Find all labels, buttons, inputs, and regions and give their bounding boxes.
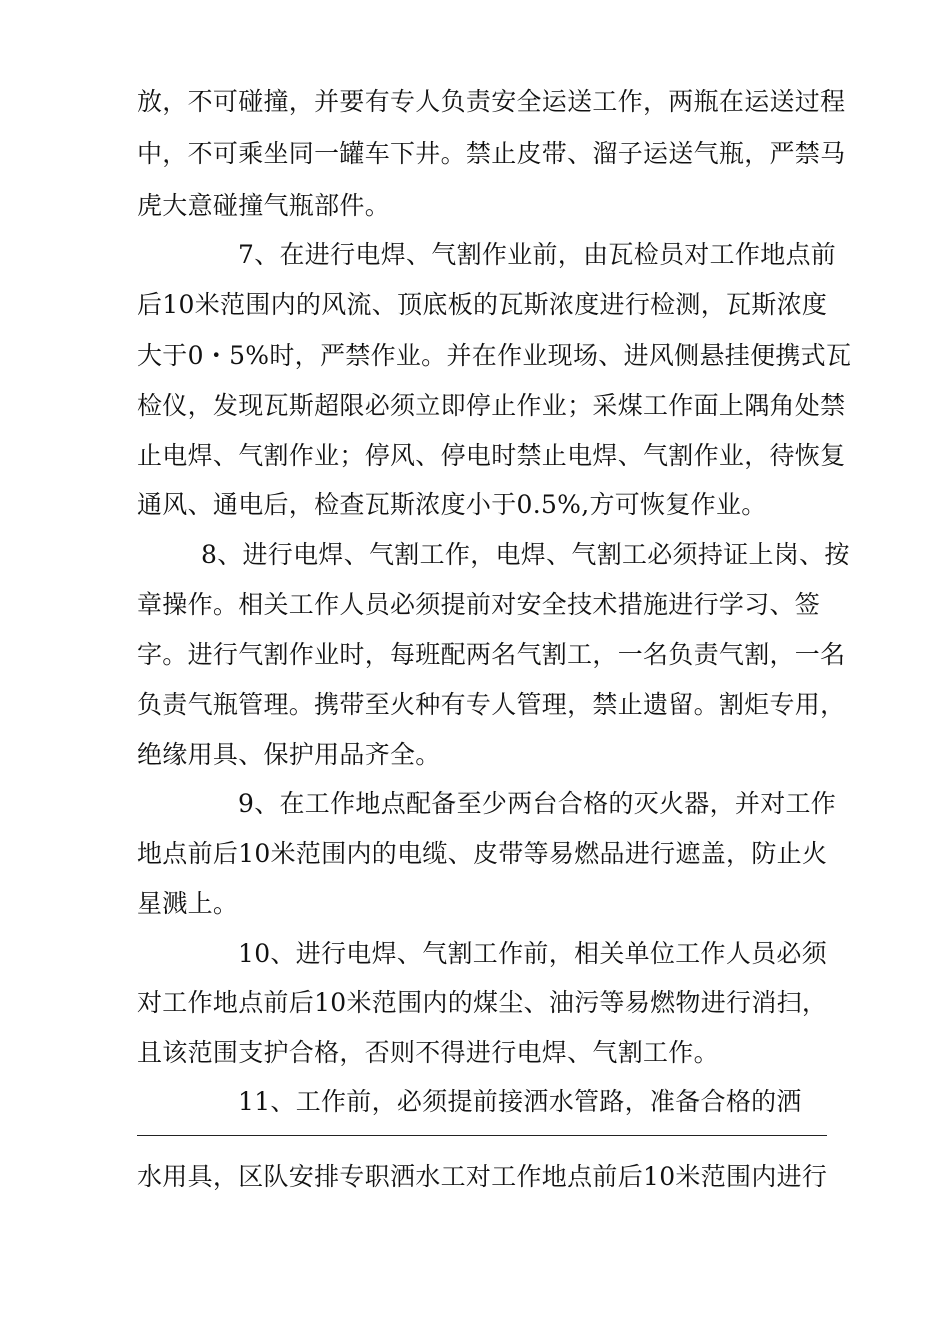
text-line: 8、进行电焊、气割工作，电焊、气割工必须持证上岗、按 [201, 540, 850, 569]
text-line: 7、在进行电焊、气割作业前，由瓦检员对工作地点前 [238, 240, 837, 269]
text-line: 地点前后10米范围内的电缆、皮带等易燃品进行遮盖，防止火 [137, 839, 828, 868]
continuation-line: 水用具，区队安排专职洒水工对工作地点前后10米范围内进行 [137, 1162, 828, 1191]
text-line: 大于0・5%时，严禁作业。并在作业现场、进风侧悬挂便携式瓦 [137, 341, 852, 370]
text-line: 放，不可碰撞，并要有专人负责安全运送工作，两瓶在运送过程 [137, 87, 846, 116]
text-line: 9、在工作地点配备至少两台合格的灭火器，并对工作 [238, 789, 837, 818]
text-line: 且该范围支护合格，否则不得进行电焊、气割工作。 [137, 1038, 719, 1067]
text-line: 绝缘用具、保护用品齐全。 [137, 740, 441, 769]
text-line: 星溅上。 [137, 889, 239, 918]
text-line: 止电焊、气割作业；停风、停电时禁止电焊、气割作业，待恢复 [137, 441, 846, 470]
text-line: 章操作。相关工作人员必须提前对安全技术措施进行学习、签 [137, 590, 821, 619]
text-line: 中，不可乘坐同一罐车下井。禁止皮带、溜子运送气瓶，严禁马 [137, 139, 846, 168]
text-line: 11、工作前，必须提前接洒水管路，准备合格的洒 [238, 1087, 802, 1116]
text-line: 字。进行气割作业时，每班配两名气割工，一名负责气割，一名 [137, 640, 846, 669]
text-line: 检仪，发现瓦斯超限必须立即停止作业；采煤工作面上隅角处禁 [137, 391, 846, 420]
text-line: 通风、通电后，检查瓦斯浓度小于0.5%,方可恢复作业。 [137, 490, 767, 519]
text-line: 后10米范围内的风流、顶底板的瓦斯浓度进行检测，瓦斯浓度 [137, 290, 828, 319]
text-line: 10、进行电焊、气割工作前，相关单位工作人员必须 [238, 939, 828, 968]
text-line: 对工作地点前后10米范围内的煤尘、油污等易燃物进行消扫， [137, 988, 828, 1017]
page-divider [137, 1135, 827, 1136]
text-line: 负责气瓶管理。携带至火种有专人管理，禁止遗留。割炬专用， [137, 690, 846, 719]
text-line: 虎大意碰撞气瓶部件。 [137, 191, 391, 220]
